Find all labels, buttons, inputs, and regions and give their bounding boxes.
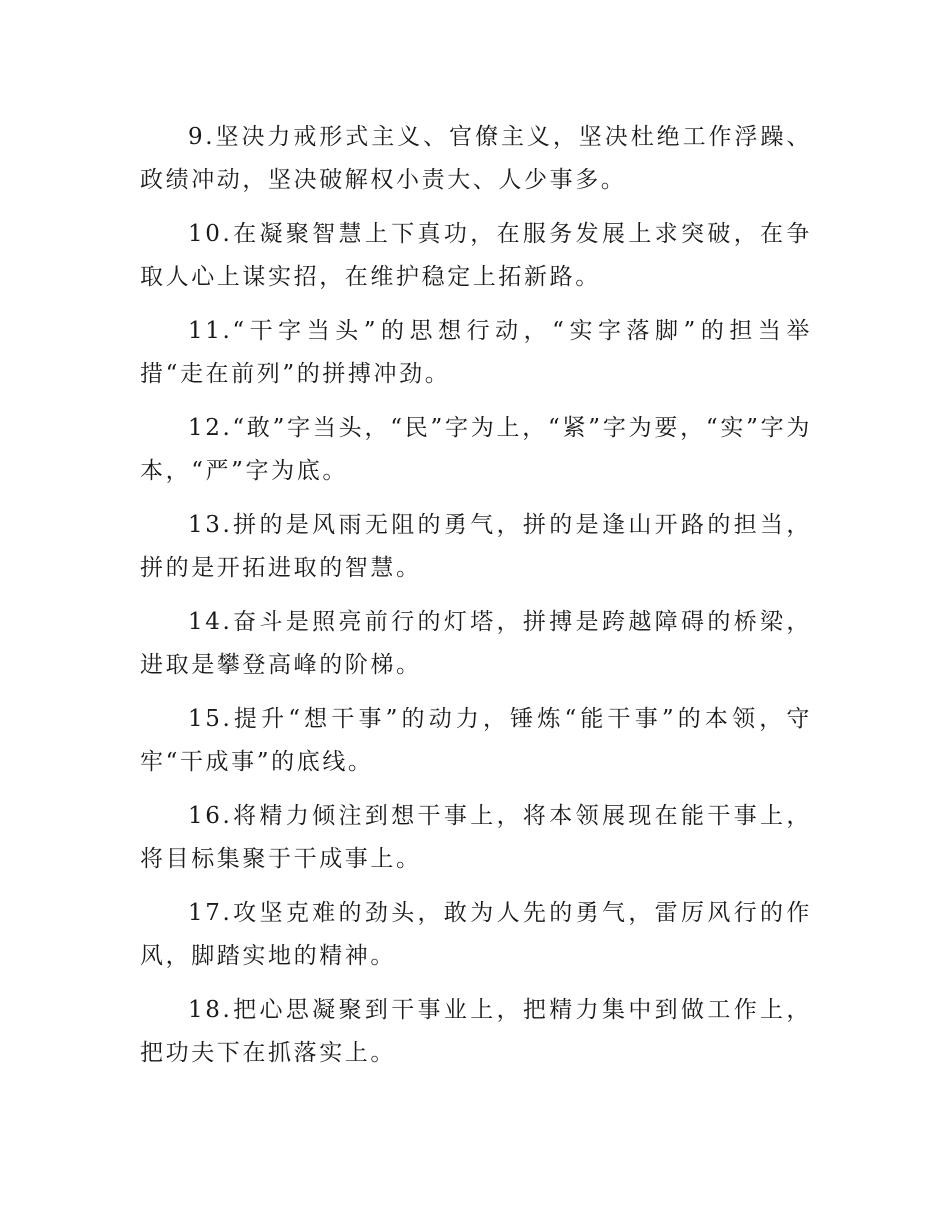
- paragraph-14: 14.奋斗是照亮前行的灯塔，拼搏是跨越障碍的桥梁，进取是攀登高峰的阶梯。: [140, 609, 812, 678]
- paragraph-10: 10.在凝聚智慧上下真功，在服务发展上求突破，在争取人心上谋实招，在维护稳定上拓新路。: [140, 221, 812, 290]
- document-body: [140, 116, 812, 1086]
- paragraph-12: 12.“敢”字当头，“民”字为上，“紧”字为要，“实”字为本，“严”字为底。: [140, 415, 812, 484]
- paragraph-9: 9.坚决力戒形式主义、官僚主义，坚决杜绝工作浮躁、政绩冲动，坚决破解权小责大、人少事多。: [140, 124, 812, 193]
- paragraph-15: 15.提升“想干事”的动力，锤炼“能干事”的本领，守牢“干成事”的底线。: [140, 706, 812, 775]
- paragraph-17: 17.攻坚克难的劲头，敢为人先的勇气，雷厉风行的作风，脚踏实地的精神。: [140, 900, 812, 969]
- paragraph-11: 11.“干字当头”的思想行动，“实字落脚”的担当举措“走在前列”的拼搏冲劲。: [140, 318, 812, 387]
- paragraph-16: 16.将精力倾注到想干事上，将本领展现在能干事上，将目标集聚于干成事上。: [140, 803, 812, 872]
- paragraph-13: 13.拼的是风雨无阻的勇气，拼的是逢山开路的担当，拼的是开拓进取的智慧。: [140, 512, 812, 581]
- paragraph-18: 18.把心思凝聚到干事业上，把精力集中到做工作上，把功夫下在抓落实上。: [140, 997, 812, 1066]
